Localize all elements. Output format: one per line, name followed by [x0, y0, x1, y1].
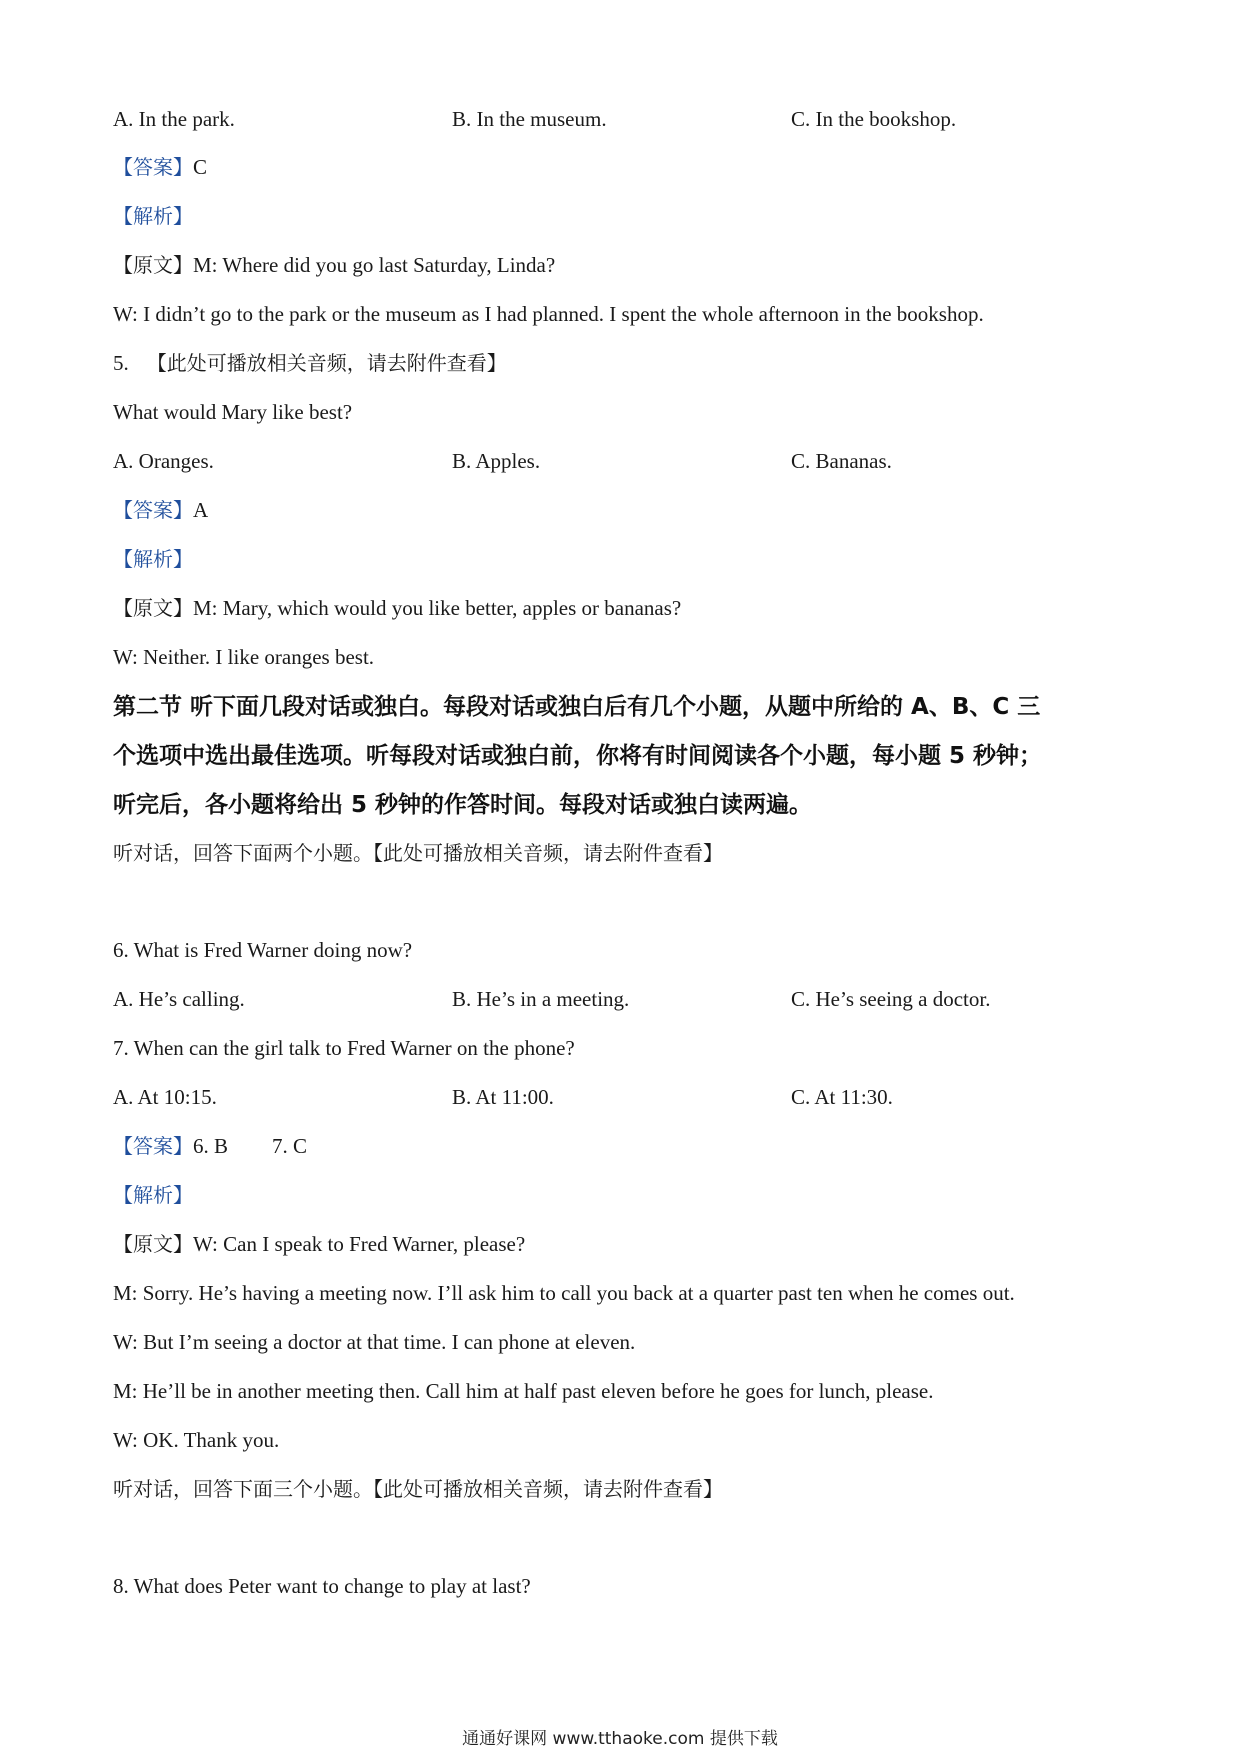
analysis-tag: 【解析】 — [113, 547, 193, 571]
group1-script-line-4: M: He’ll be in another meeting then. Call him at half past eleven before he goes for lunch, please. — [113, 1379, 934, 1403]
script-tag: 【原文】 — [113, 253, 193, 277]
q5-question: What would Mary like best? — [113, 400, 353, 424]
q4-option-b[interactable]: B. In the museum. — [452, 107, 607, 131]
q7-answer-value: 7. C — [272, 1134, 308, 1158]
q4-script-line-2: W: I didn’t go to the park or the museum as I had planned. I spent the whole afternoon in the bookshop. — [113, 302, 984, 326]
section2-instructions — [113, 683, 1133, 830]
group1-script-line-1 — [113, 1230, 525, 1258]
group1-answer — [113, 1132, 307, 1160]
q7-question: 7. When can the girl talk to Fred Warner on the phone? — [113, 1036, 575, 1060]
group1-script-line-5: W: OK. Thank you. — [113, 1428, 280, 1452]
q4-option-c[interactable]: C. In the bookshop. — [791, 107, 957, 131]
q5-script-line-2: W: Neither. I like oranges best. — [113, 645, 375, 669]
q4-analysis — [113, 202, 193, 230]
q7-option-c[interactable]: C. At 11:30. — [791, 1085, 893, 1109]
q5-audio-note[interactable]: 【此处可播放相关音频，请去附件查看】 — [146, 351, 507, 375]
group1-intro[interactable]: 听对话，回答下面两个小题。【此处可播放相关音频，请去附件查看】 — [113, 841, 723, 865]
analysis-tag: 【解析】 — [113, 1183, 193, 1207]
group2-intro[interactable]: 听对话，回答下面三个小题。【此处可播放相关音频，请去附件查看】 — [113, 1477, 723, 1501]
q6-question: 6. What is Fred Warner doing now? — [113, 938, 413, 962]
q4-answer-value: C — [193, 155, 208, 179]
answer-tag: 【答案】 — [113, 498, 193, 522]
group1-script-line-3: W: But I’m seeing a doctor at that time. I can phone at eleven. — [113, 1330, 636, 1354]
answer-tag: 【答案】 — [113, 155, 193, 179]
q7-option-b[interactable]: B. At 11:00. — [452, 1085, 554, 1109]
q6-answer-value: 6. B — [193, 1134, 229, 1158]
q4-option-a[interactable]: A. In the park. — [113, 107, 235, 131]
q5-answer — [113, 496, 208, 524]
q7-option-a[interactable]: A. At 10:15. — [113, 1085, 217, 1109]
q5-option-c[interactable]: C. Bananas. — [791, 449, 892, 473]
section2-line-1: 第二节 听下面几段对话或独白。每段对话或独白后有几个小题，从题中所给的 A、B、C 三 — [113, 694, 1041, 720]
group1-analysis — [113, 1181, 193, 1209]
script-tag: 【原文】 — [113, 596, 193, 620]
q5-option-a[interactable]: A. Oranges. — [113, 449, 214, 473]
footer-watermark: 通通好课网 www.tthaoke.com 提供下载 — [462, 1729, 778, 1749]
q4-script-line-1 — [113, 251, 555, 279]
q4-script-text-1: M: Where did you go last Saturday, Linda? — [193, 253, 556, 277]
group1-script-line-2: M: Sorry. He’s having a meeting now. I’ll ask him to call you back at a quarter past ten when he comes out. — [113, 1281, 1015, 1305]
analysis-tag: 【解析】 — [113, 204, 193, 228]
q6-option-a[interactable]: A. He’s calling. — [113, 987, 245, 1011]
section2-line-3: 听完后，各小题将给出 5 秒钟的作答时间。每段对话或独白读两遍。 — [113, 792, 813, 818]
q5-option-b[interactable]: B. Apples. — [452, 449, 541, 473]
group1-script-text-1: W: Can I speak to Fred Warner, please? — [193, 1232, 526, 1256]
q5-header — [113, 349, 507, 377]
q5-answer-value: A — [193, 498, 209, 522]
answer-tag: 【答案】 — [113, 1134, 193, 1158]
q6-option-c[interactable]: C. He’s seeing a doctor. — [791, 987, 991, 1011]
q6-option-b[interactable]: B. He’s in a meeting. — [452, 987, 630, 1011]
q4-answer — [113, 153, 207, 181]
q5-number: 5. — [113, 351, 129, 375]
q8-question: 8. What does Peter want to change to play at last? — [113, 1574, 531, 1598]
section2-line-2: 个选项中选出最佳选项。听每段对话或独白前，你将有时间阅读各个小题，每小题 5 秒钟； — [113, 743, 1043, 769]
script-tag: 【原文】 — [113, 1232, 193, 1256]
q5-script-line-1 — [113, 594, 681, 622]
q5-analysis — [113, 545, 193, 573]
q5-script-text-1: M: Mary, which would you like better, apples or bananas? — [193, 596, 682, 620]
